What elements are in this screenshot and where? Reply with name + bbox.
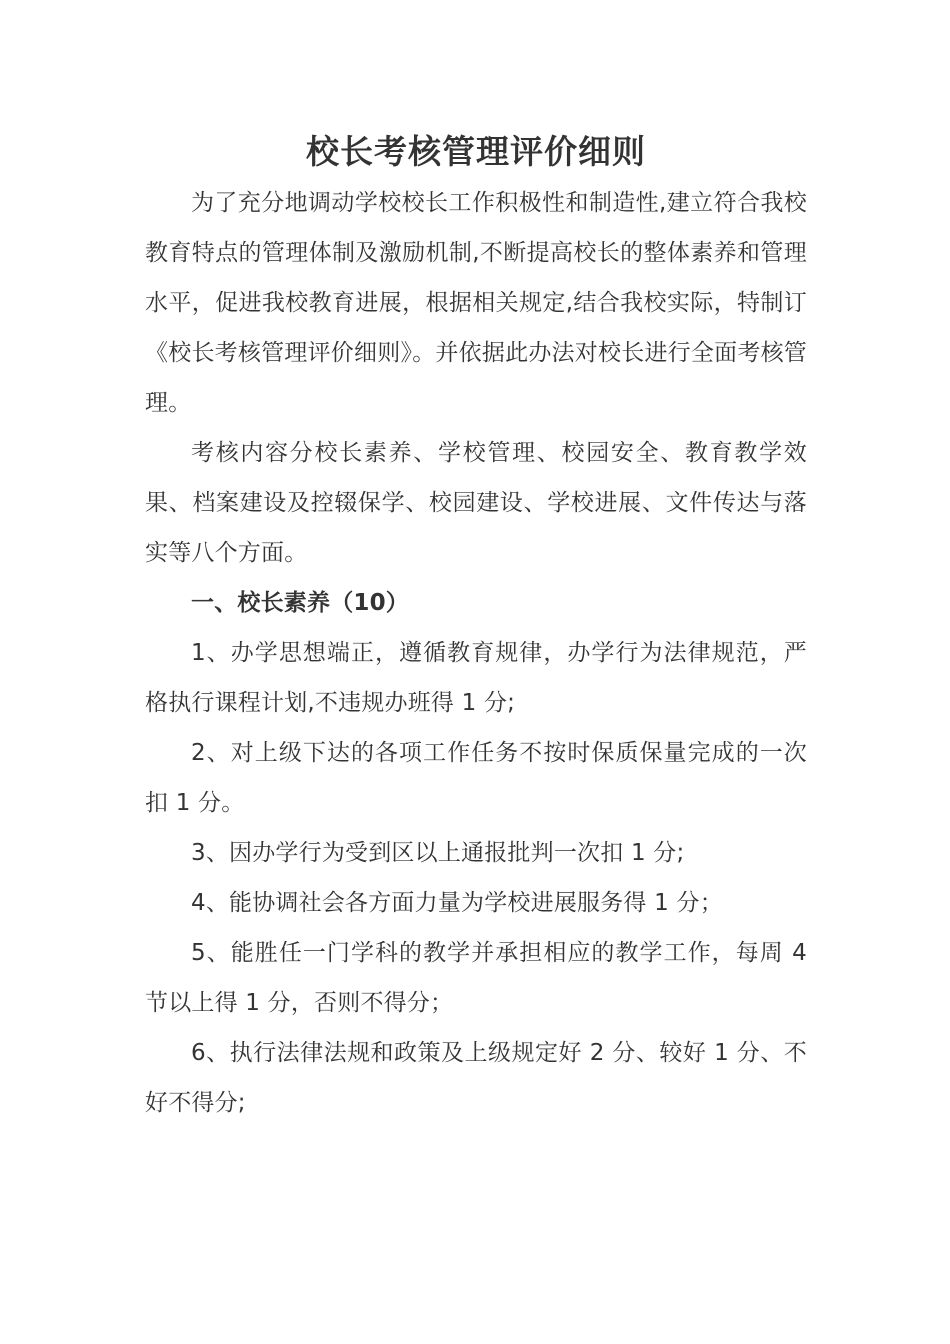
intro-paragraph: 为了充分地调动学校校长工作积极性和制造性,建立符合我校教育特点的管理体制及激励机制,不断提高校长的整体素养和管理水平，促进我校教育进展，根据相关规定,结合我校实际，特制订《校长考核管理评价细则》。并依据此办法对校长进行全面考核管理。	[145, 190, 807, 416]
list-item: 5、能胜任一门学科的教学并承担相应的教学工作，每周 4 节以上得 1 分，否则不得分；	[145, 940, 807, 1016]
document-page	[145, 128, 807, 1128]
list-item: 2、对上级下达的各项工作任务不按时保质保量完成的一次扣 1 分。	[145, 740, 807, 816]
list-item: 4、能协调社会各方面力量为学校进展服务得 1 分；	[191, 890, 723, 916]
list-item: 3、因办学行为受到区以上通报批判一次扣 1 分;	[191, 840, 685, 866]
list-item: 1、办学思想端正，遵循教育规律，办学行为法律规范，严格执行课程计划,不违规办班得 1 分;	[145, 640, 807, 716]
document-title: 校长考核管理评价细则	[306, 132, 646, 171]
list-item: 6、执行法律法规和政策及上级规定好 2 分、较好 1 分、不好不得分;	[145, 1040, 807, 1116]
scope-paragraph: 考核内容分校长素养、学校管理、校园安全、教育教学效果、档案建设及控辍保学、校园建设、学校进展、文件传达与落实等八个方面。	[145, 440, 807, 566]
section-heading: 一、校长素养（10）	[191, 590, 410, 616]
